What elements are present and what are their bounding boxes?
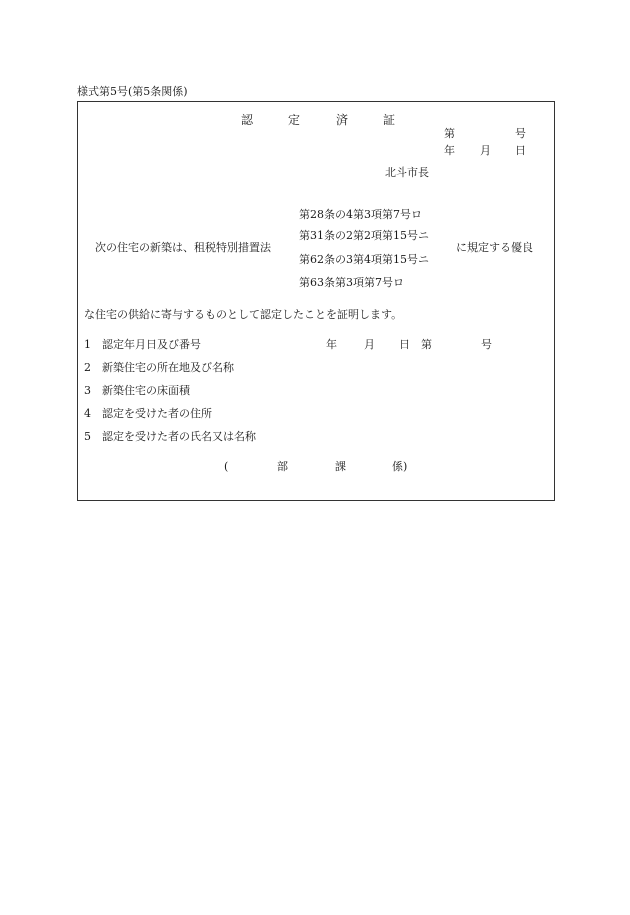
certificate-frame — [77, 101, 555, 501]
department-kakari: 係) — [392, 460, 408, 473]
clause-1: 第28条の4第3項第7号ロ — [299, 208, 422, 221]
clause-2: 第31条の2第2項第15号ニ — [299, 229, 429, 242]
department-open: ( — [224, 460, 229, 473]
item-number: 2 — [84, 361, 91, 374]
title-char: 認 — [241, 113, 254, 127]
item-label: 認定年月日及び番号 — [102, 338, 201, 351]
clause-3: 第62条の3第4項第15号ニ — [299, 253, 429, 266]
date-month: 月 — [480, 144, 491, 157]
date-day: 日 — [515, 144, 526, 157]
clause-4: 第63条第3項第7号ロ — [299, 276, 404, 289]
item1-no-prefix: 第 — [421, 338, 432, 351]
item-label: 新築住宅の所在地及び名称 — [102, 361, 234, 374]
statement-continuation: な住宅の供給に寄与するものとして認定したことを証明します。 — [84, 308, 403, 321]
item-label: 新築住宅の床面積 — [102, 384, 190, 397]
form-label: 様式第5号(第5条関係) — [77, 85, 188, 98]
statement-lead: 次の住宅の新築は、租税特別措置法 — [95, 241, 271, 254]
title-char: 定 — [288, 113, 301, 127]
item-number: 4 — [84, 407, 91, 420]
number-prefix: 第 — [444, 127, 455, 140]
item-number: 1 — [84, 338, 91, 351]
department-bu: 部 — [277, 460, 288, 473]
title-char: 証 — [383, 113, 396, 127]
statement-tail: に規定する優良 — [456, 241, 533, 254]
item1-month: 月 — [364, 338, 375, 351]
date-year: 年 — [444, 144, 455, 157]
item1-year: 年 — [326, 338, 337, 351]
issuer: 北斗市長 — [385, 166, 429, 179]
item1-day: 日 — [399, 338, 410, 351]
item-label: 認定を受けた者の氏名又は名称 — [102, 430, 256, 443]
item1-no-suffix: 号 — [481, 338, 492, 351]
department-ka: 課 — [335, 460, 346, 473]
item-number: 5 — [84, 430, 91, 443]
title-char: 済 — [336, 113, 349, 127]
number-suffix: 号 — [515, 127, 526, 140]
item-label: 認定を受けた者の住所 — [102, 407, 212, 420]
item-number: 3 — [84, 384, 91, 397]
